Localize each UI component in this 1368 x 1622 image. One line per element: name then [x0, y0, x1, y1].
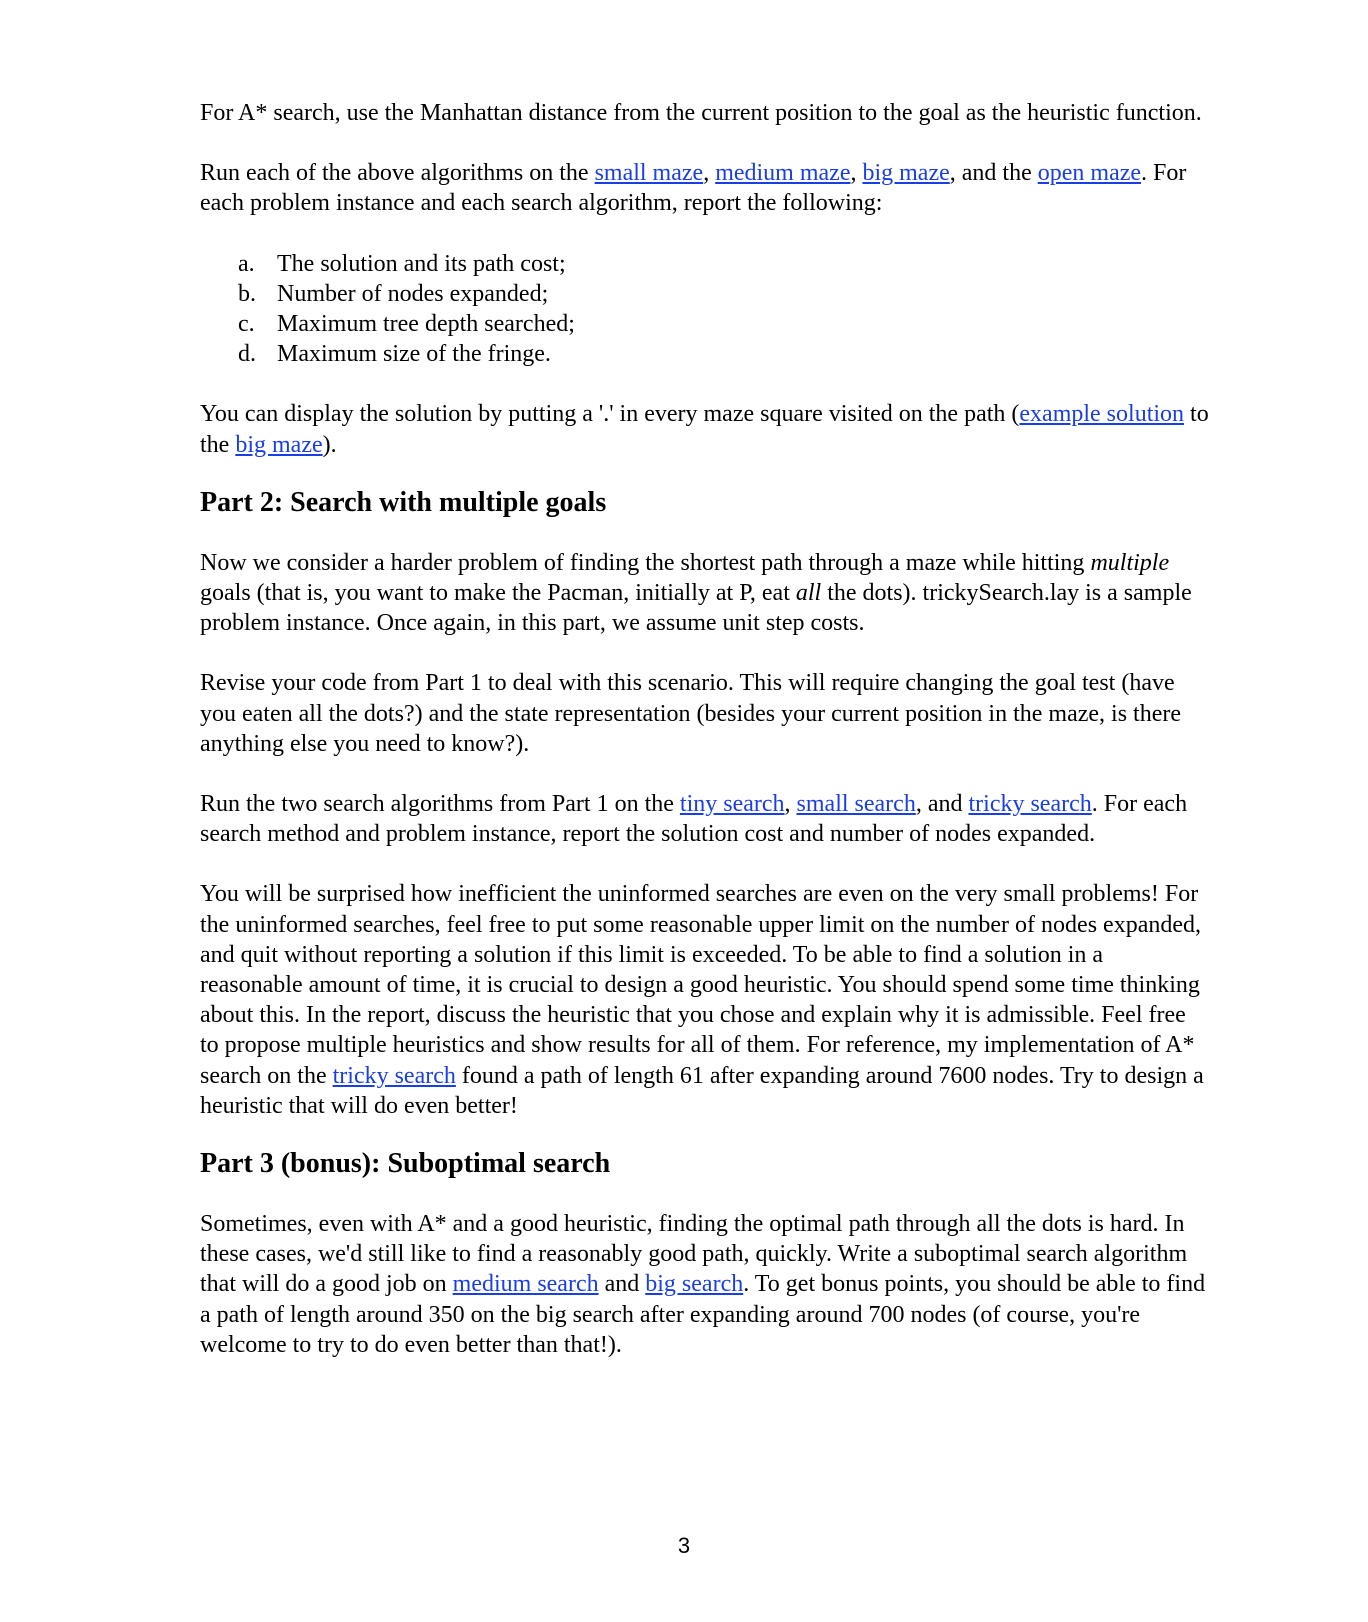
paragraph-suboptimal-search: Sometimes, even with A* and a good heuristic, finding the optimal path through all the dots is hard. In these cases, we'd still like to find a reasonably good path, quickly. Write a suboptimal search algorithm that will do a good job on medium search and big search. To get bonus points, you should be able to find a path of length around 350 on the big search after expanding around 700 nodes (of course, you're welcome to try to do even better than that!). — [200, 1211, 1206, 1358]
document-page — [200, 98, 1210, 1360]
link-example-solution[interactable]: example solution — [1019, 401, 1185, 428]
page-number: 3 — [677, 1533, 691, 1558]
heading-part-2: Part 2: Search with multiple goals — [200, 486, 607, 518]
link-big-search[interactable]: big search — [645, 1271, 744, 1298]
list-item: c. Maximum tree depth searched; — [238, 311, 575, 338]
link-tricky-search[interactable]: tricky search — [968, 791, 1092, 818]
list-item: d. Maximum size of the fringe. — [238, 341, 551, 368]
paragraph-revise-code: Revise your code from Part 1 to deal with this scenario. This will require changing the goal test (have you eaten all the dots?) and the state representation (besides your current position in the maze, is there anything else you need to know?). — [200, 670, 1181, 757]
link-medium-search[interactable]: medium search — [452, 1271, 599, 1298]
link-tiny-search[interactable]: tiny search — [679, 791, 785, 818]
heading-part-3: Part 3 (bonus): Suboptimal search — [200, 1148, 611, 1180]
link-open-maze[interactable]: open maze — [1037, 160, 1142, 187]
link-big-maze-2[interactable]: big maze — [235, 431, 323, 458]
paragraph-heuristic: For A* search, use the Manhattan distance from the current position to the goal as the heuristic function. — [200, 100, 1202, 126]
link-small-maze[interactable]: small maze — [594, 160, 704, 187]
link-small-search[interactable]: small search — [796, 791, 916, 818]
link-big-maze[interactable]: big maze — [862, 160, 950, 187]
paragraph-uninformed-searches: You will be surprised how inefficient the uninformed searches are even on the very small problems! For the uninformed searches, feel free to put some reasonable upper limit on the number of nodes expanded, and quit without reporting a solution if this limit is exceeded. To be able to find a solution in a reasonable amount of time, it is crucial to design a good heuristic. You should spend some time thinking about this. In the report, discuss the heuristic that you chose and explain why it is admissible. Feel free to propose multiple heuristics and show results for all of them. For reference, my implementation of A* search on the tricky search found a path of length 61 after expanding around 7600 nodes. Try to design a heuristic that will do even better! — [200, 881, 1204, 1119]
report-items-list — [200, 249, 1210, 370]
list-item: b. Number of nodes expanded; — [238, 280, 549, 307]
list-item: a. The solution and its path cost; — [238, 250, 566, 277]
paragraph-run-two-algorithms: Run the two search algorithms from Part 1 on the tiny search, small search, and tricky search. For each search method and problem instance, report the solution cost and number of nodes expanded. — [200, 791, 1188, 848]
link-medium-maze[interactable]: medium maze — [715, 160, 851, 187]
paragraph-run-algorithms: Run each of the above algorithms on the small maze, medium maze, big maze, and the open maze. For each problem instance and each search algorithm, report the following: — [200, 160, 1187, 217]
paragraph-display-solution: You can display the solution by putting a '.' in every maze square visited on the path (example solution to the big maze). — [200, 401, 1209, 458]
paragraph-multiple-goals: Now we consider a harder problem of finding the shortest path through a maze while hitting multiple goals (that is, you want to make the Pacman, initially at P, eat all the dots). trickySearch.lay is a sample problem instance. Once again, in this part, we assume unit step costs. — [200, 549, 1192, 637]
link-tricky-search-2[interactable]: tricky search — [332, 1062, 456, 1089]
